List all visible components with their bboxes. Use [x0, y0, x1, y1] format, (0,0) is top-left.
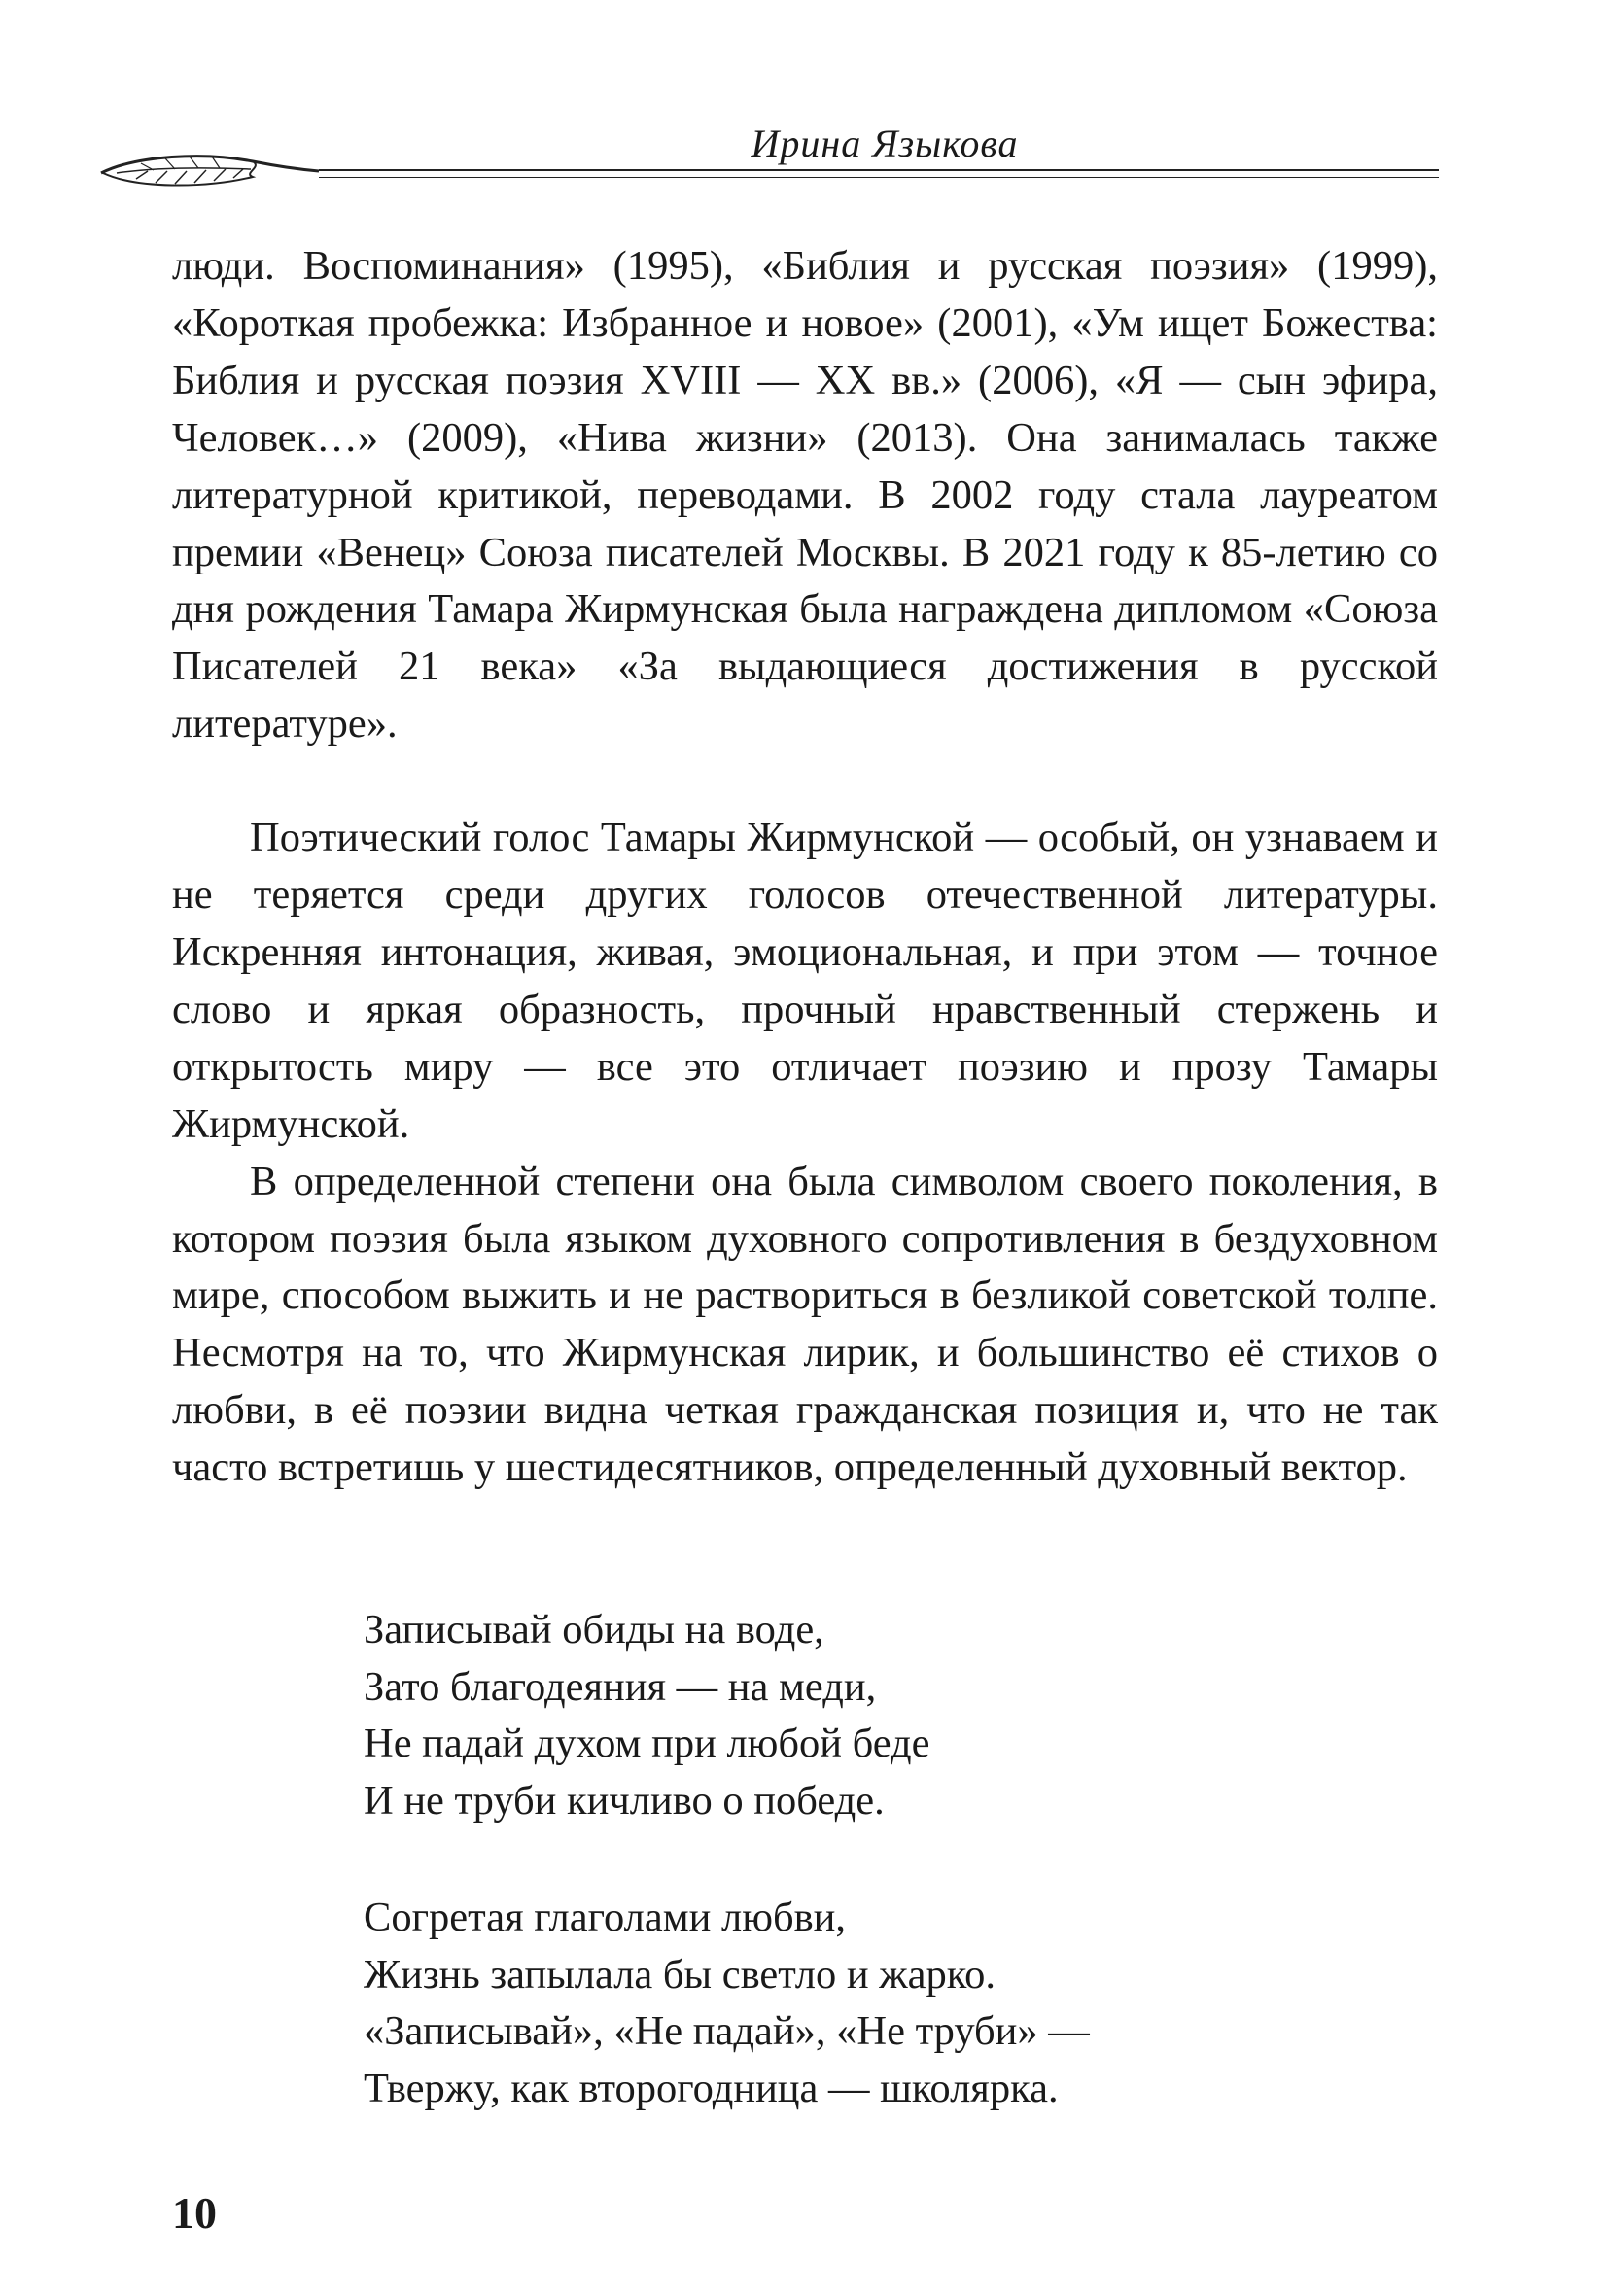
poem-line: Согретая глаголами любви,	[364, 1895, 847, 1940]
feather-icon	[97, 134, 321, 192]
poem-line: Твержу, как второгодница — школярка.	[364, 2065, 1059, 2111]
paragraph: В определенной степени она была символом своего поколения, в котором поэзия была языком духовного сопротивления в бездуховном мире, способом выжить и не раствориться в безликой советской толпе. Несмотря на то, что Жирмунская лирик, и большинство её стихов о любви, в её поэзии видна четкая гражданская позиция и, что не так часто встретишь у шестидесятников, определенный духовный вектор.	[172, 1158, 1438, 1491]
header-rule	[319, 169, 1439, 171]
poem-line: «Записывай», «Не падай», «Не труби» —	[364, 2008, 1090, 2054]
paragraph-gap	[172, 753, 1438, 810]
running-header	[97, 107, 1439, 194]
paragraph: люди. Воспоминания» (1995), «Библия и русская поэзия» (1999), «Короткая пробежка: Избранное и новое» (2001), «Ум ищет Божества: Библия и русская поэзия XVIII — XX вв.» (2006), «Я — сын эфира, Человек…» (2009), «Нива жизни» (2013). Она занималась также литературной критикой, переводами. В 2002 году стала лауреатом премии «Венец» Союза писателей Москвы. В 2021 году к 85-летию со дня рождения Тамара Жирмунская была награждена дипломом «Союза Писателей 21 века» «За выдающиеся достижения в русской литературе».	[172, 243, 1438, 748]
poem-line: Не падай духом при любой беде	[364, 1721, 930, 1766]
poem-line: Записывай обиды на воде,	[364, 1607, 824, 1652]
header-rule-thin	[319, 177, 1439, 178]
poem-stanza-1	[364, 1602, 930, 1829]
page-number: 10	[172, 2188, 217, 2238]
poem-line: Зато благодеяния — на меди,	[364, 1663, 877, 1710]
poem-line: Жизнь запылала бы светло и жарко.	[364, 1951, 996, 1998]
paragraph: Поэтический голос Тамары Жирмунской — особый, он узнаваем и не теряется среди других голосов отечественной литературы. Искренняя интонация, живая, эмоциональная, и при этом — точное слово и яркая образность, прочный нравственный стержень и открытость миру — все это отличает поэзию и прозу Тамары Жирмунской.	[172, 815, 1438, 1147]
body-text	[172, 238, 1438, 1497]
poem-line: И не труби кичливо о победе.	[364, 1777, 885, 1824]
running-title: Ирина Языкова	[751, 122, 1019, 165]
poem-stanza-2	[364, 1890, 1090, 2117]
